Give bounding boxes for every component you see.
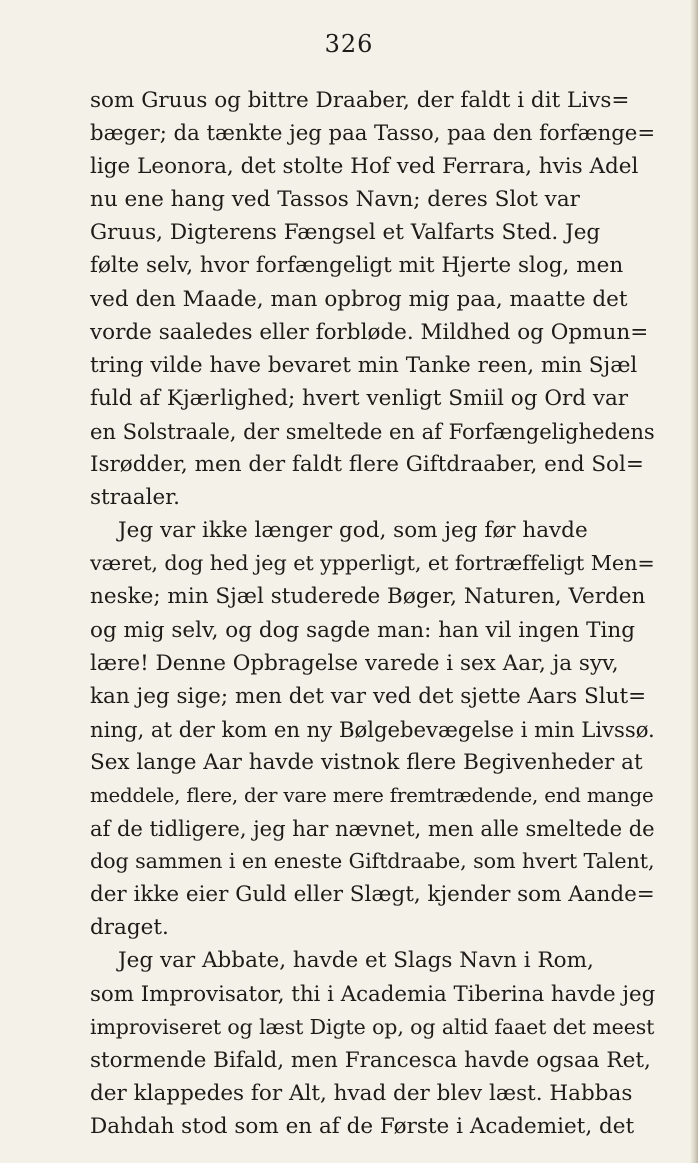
text-line: Jeg var ikke længer god, som jeg før havde: [118, 518, 588, 544]
text-line: kan jeg sige; men det var ved det sjette Aars Slut=: [90, 683, 647, 709]
text-line: af de tidligere, jeg har nævnet, men alle smeltede de: [90, 816, 655, 842]
body-text: [90, 84, 655, 1143]
text-line: meddele, flere, der vare mere fremtrædende, end mange: [90, 783, 654, 807]
text-line: lære! Denne Opbragelse varede i sex Aar, ja syv,: [90, 650, 619, 676]
text-line: tring vilde have bevaret min Tanke reen, min Sjæl: [90, 352, 638, 378]
text-line: bæger; da tænkte jeg paa Tasso, paa den forfænge=: [90, 121, 655, 147]
text-line: der ikke eier Guld eller Slægt, kjender som Aande=: [90, 882, 655, 908]
page-edge: [690, 0, 698, 1163]
text-line: ning, at der kom en ny Bølgebevægelse i min Livssø.: [90, 716, 655, 742]
text-line: Jeg var Abbate, havde et Slags Navn i Rom,: [118, 948, 594, 974]
text-line: Sex lange Aar havde vistnok flere Begivenheder at: [90, 749, 643, 775]
text-line: Isrødder, men der faldt flere Giftdraaber, end Sol=: [90, 452, 644, 478]
text-line: Dahdah stod som en af de Første i Academiet, det: [90, 1113, 635, 1139]
text-line: og mig selv, og dog sagde man: han vil ingen Ting: [90, 617, 636, 643]
text-line: der klappedes for Alt, hvad der blev læst. Habbas: [90, 1080, 633, 1106]
text-line: ved den Maade, man opbrog mig paa, maatte det: [90, 286, 628, 312]
text-line: som Gruus og bittre Draaber, der faldt i dit Livs=: [90, 88, 630, 113]
text-line: vorde saaledes eller forbløde. Mildhed og Opmun=: [90, 319, 649, 345]
text-line: neske; min Sjæl studerede Bøger, Naturen, Verden: [90, 584, 646, 610]
text-line: som Improvisator, thi i Academia Tiberina havde jeg: [90, 981, 655, 1007]
text-line: stormende Bifald, men Francesca havde ogsaa Ret,: [90, 1047, 651, 1073]
text-line: lige Leonora, det stolte Hof ved Ferrara, hvis Adel: [90, 154, 639, 180]
text-line: Gruus, Digterens Fængsel et Valfarts Sted. Jeg: [90, 220, 601, 246]
text-line: straaler.: [90, 485, 180, 511]
text-line: draget.: [90, 915, 169, 941]
page-number: 326: [324, 30, 374, 58]
text-line: improviseret og læst Digte op, og altid faaet det meest: [90, 1014, 655, 1039]
text-line: nu ene hang ved Tassos Navn; deres Slot var: [90, 187, 580, 213]
text-line: følte selv, hvor forfængeligt mit Hjerte slog, men: [90, 253, 624, 279]
text-line: fuld af Kjærlighed; hvert venligt Smiil og Ord var: [90, 385, 629, 411]
text-line: en Solstraale, der smeltede en af Forfængelighedens: [90, 418, 655, 444]
text-line: dog sammen i en eneste Giftdraabe, som hvert Talent,: [90, 849, 655, 874]
text-line: været, dog hed jeg et ypperligt, et fortræffeligt Men=: [90, 551, 655, 576]
